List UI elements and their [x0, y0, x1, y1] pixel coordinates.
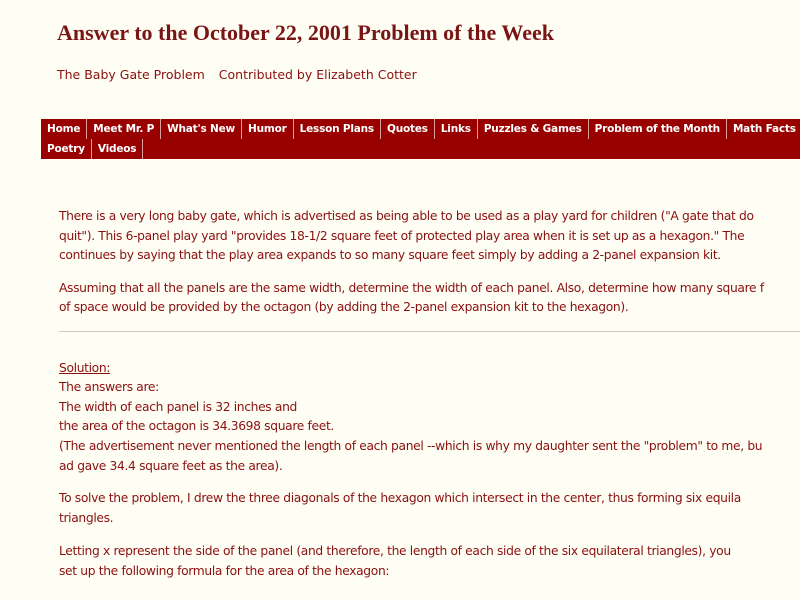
nav-meet-mr-p[interactable]: Meet Mr. P [87, 119, 161, 139]
solution-text: To solve the problem, I drew the three diagonals of the hexagon which intersect in the center, thus forming six equila [59, 491, 741, 505]
problem-name: The Baby Gate Problem [57, 67, 205, 82]
solution-text: (The advertisement never mentioned the length of each panel --which is why my daughter sent the "problem" to me, bu [59, 439, 763, 453]
solution-text: triangles. [59, 511, 114, 525]
problem-text: There is a very long baby gate, which is advertised as being able to be used as a play yard for children ("A gate that do [59, 209, 754, 223]
solution-text: the area of the octagon is 34.3698 square feet. [59, 419, 334, 433]
nav-humor[interactable]: Humor [242, 119, 294, 139]
nav-videos[interactable]: Videos [92, 139, 143, 159]
solution-text: The answers are: [59, 380, 159, 394]
problem-text: continues by saying that the play area expands to so many square feet simply by adding a 2-panel expansion kit. [59, 248, 721, 262]
page-title: Answer to the October 22, 2001 Problem of the Week [57, 20, 554, 45]
subtitle [57, 67, 417, 82]
nav-row-2 [41, 139, 800, 159]
solution-text: ad gave 34.4 square feet as the area). [59, 459, 283, 473]
nav-row-1 [41, 119, 800, 139]
nav-poetry[interactable]: Poetry [41, 139, 92, 159]
problem-text: Assuming that all the panels are the same width, determine the width of each panel. Also, determine how many square f [59, 281, 764, 295]
nav-puzzles-games[interactable]: Puzzles & Games [478, 119, 589, 139]
problem-text: quit"). This 6-panel play yard "provides 18-1/2 square feet of protected play area when it is set up as a hexagon." The [59, 229, 745, 243]
solution-heading: Solution: [59, 361, 111, 375]
nav-math-facts[interactable]: Math Facts [727, 119, 800, 139]
nav-problem-of-the-month[interactable]: Problem of the Month [589, 119, 727, 139]
divider [59, 331, 800, 332]
problem-text: of space would be provided by the octagon (by adding the 2-panel expansion kit to the hexagon). [59, 300, 629, 314]
solution-text: set up the following formula for the area of the hexagon: [59, 564, 390, 578]
nav-whats-new[interactable]: What's New [161, 119, 242, 139]
contributor: Contributed by Elizabeth Cotter [218, 67, 417, 82]
nav-links[interactable]: Links [435, 119, 478, 139]
solution-text: Letting x represent the side of the panel (and therefore, the length of each side of the six equilateral triangles), you [59, 544, 731, 558]
nav-quotes[interactable]: Quotes [381, 119, 435, 139]
solution-text: The width of each panel is 32 inches and [59, 400, 298, 414]
nav-home[interactable]: Home [41, 119, 87, 139]
nav-lesson-plans[interactable]: Lesson Plans [294, 119, 381, 139]
main-nav [41, 119, 800, 159]
